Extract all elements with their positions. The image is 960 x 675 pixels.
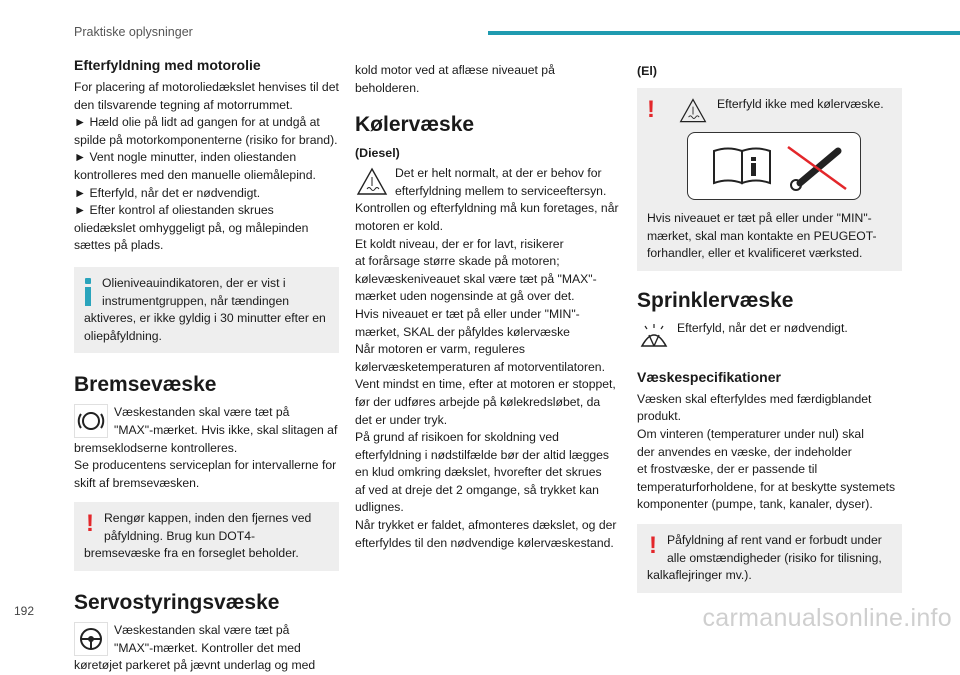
electric-warning-box: ! Efterfyld ikke med kølervæske. Hvis niveauet er tæt på eller under "MIN"- mærket, skal man kontakte en PEUGEOT- forhandler, eller et kvalificeret værksted. — [637, 88, 902, 271]
no-coolant-illustration — [687, 132, 861, 200]
watermark: carmanualsonline.info — [702, 604, 952, 632]
coolant-heading: Kølervæske — [355, 113, 475, 137]
washer-fluid-text: Efterfyld, når det er nødvendigt. — [637, 320, 902, 356]
hazard-triangle-icon — [677, 96, 709, 126]
diesel-label: (Diesel) — [355, 146, 400, 161]
windscreen-washer-icon — [637, 320, 671, 354]
steering-wheel-icon — [74, 622, 108, 656]
brake-fluid-heading: Bremsevæske — [74, 373, 217, 397]
running-header: Praktiske oplysninger — [74, 25, 193, 39]
fluid-spec-heading: Væskespecifikationer — [637, 368, 781, 385]
power-steering-heading: Servostyringsvæske — [74, 591, 280, 615]
oil-refill-text: For placering af motoroliedækslet henvises til det den tilsvarende tegning af motorrummet. ► Hæld olie på lidt ad gangen for at undgå at spilde på motorkomponenterne (risiko for brand). ► Vent nogle minutter, inden oliestanden kontrolleres med den manuelle oliemålepind. ► Efterfyld, når det er nødvendigt. ► Efter kontrol af oliestanden skrues oliedækslet omhyggeligt på, og målepinden sættes på plads. — [74, 80, 339, 253]
oil-refill-heading: Efterfyldning med motorolie — [74, 57, 261, 73]
warning-exclamation-icon: ! — [647, 96, 655, 123]
info-icon — [84, 278, 92, 306]
column-3 — [637, 62, 902, 607]
coolant-text: Det er helt normalt, at der er behov for efterfyldning mellem to serviceeftersyn. Kontrollen og efterfyldning må kun foretages, når motoren er kold. Et koldt niveau, der er for lavt, risikerer at forårsage større skade på motoren; kølevæskeniveauet skal være tæt på "MAX"- mærket uden nogensinde at gå over det. Hvis niveauet er tæt på eller under "MIN"- mærket, SKAL der påfyldes kølervæske Når motoren er varm, reguleres kølervæsketemperaturen af motorventilatoren. Vent mindst en time, efter at motoren er stoppet, før der udføres arbejde på kølekredsløbet, da det er under tryk. På grund af risikoen for skoldning ved efterfyldning i nødstilfælde bør der altid lægges en klud omkring dækslet, hvorefter det skrues af ved at dreje det 2 omgange, så trykket kan udlignes. Når trykket er faldet, afmonteres dækslet, og der efterfyldes til den nødvendige kølervæskestand. — [355, 166, 619, 550]
electric-label: (El) — [637, 64, 657, 78]
brake-fluid-icon — [74, 404, 108, 438]
hazard-triangle-icon — [355, 165, 389, 199]
spec-warning-box: ! Påfyldning af rent vand er forbudt under alle omstændigheder (risiko for tilisning, kalkaflejringer mv.). — [637, 524, 902, 593]
brake-fluid-text: Væskestanden skal være tæt på "MAX"-mærket. Hvis ikke, skal slitagen af bremseklodserne kontrolleres. Se producentens serviceplan for intervallerne for skift af bremsevæsken. — [74, 405, 338, 490]
manual-and-crossed-tool-icon — [688, 133, 860, 199]
warning-exclamation-icon: ! — [86, 510, 94, 538]
oil-info-box: Olieniveauindikatoren, der er vist i instrumentgruppen, når tændingen aktiveres, er ikke gyldig i 30 minutter efter en oliepåfyldning. — [74, 267, 339, 353]
power-steering-text: Væskestanden skal være tæt på "MAX"-mærket. Kontroller det med køretøjet parkeret på jævnt underlag og med — [74, 623, 316, 673]
column-1 — [74, 56, 339, 675]
page-number: 192 — [14, 604, 35, 618]
washer-fluid-heading: Sprinklervæske — [637, 288, 794, 312]
brake-warning-box: ! Rengør kappen, inden den fjernes ved påfyldning. Brug kun DOT4- bremsevæske fra en forseglet beholder. — [74, 502, 339, 571]
header-accent-bar — [488, 31, 960, 35]
column-2: kold motor ved at aflæse niveauet på beholderen. Kølervæske (Diesel) Det er helt normalt, at der er behov for efterfyldning mellem to serviceeftersyn. Kontrollen og efterfyldning må kun foretages, når motoren er kold. Et koldt niveau, der er for lavt, risikerer at forårsage større skade på motoren; kølevæskeniveauet skal være tæt på "MAX"- mærket uden nogensinde at gå over det. Hvis niveauet er tæt på eller under "MIN"- mærket, SKAL der påfyldes kølervæske Når motoren er varm, reguleres kølervæsketemperaturen af motorventilatoren. Vent mindst en time, efter at motoren er stoppet, før der udføres arbejde på kølekredsløbet, da det er under tryk. På grund af risikoen for skoldning ved efterfyldning i nødstilfælde bør der altid lægges en klud omkring dækslet, hvorefter det skrues af ved at dreje det 2 omgange, så trykket kan udlignes. Når trykket er faldet, afmonteres dækslet, og der efterfyldes til den nødvendige kølervæskestand. — [355, 62, 620, 552]
warning-exclamation-icon: ! — [649, 531, 657, 559]
fluid-spec-text: Væsken skal efterfyldes med færdigblandet produkt. Om vinteren (temperaturer under nul) skal der anvendes en væske, der indeholder et frostvæske, der er passende til temperaturforholdene, for at beskytte systemets komponenter (pumpe, tank, kanaler, dyser). — [637, 391, 896, 512]
